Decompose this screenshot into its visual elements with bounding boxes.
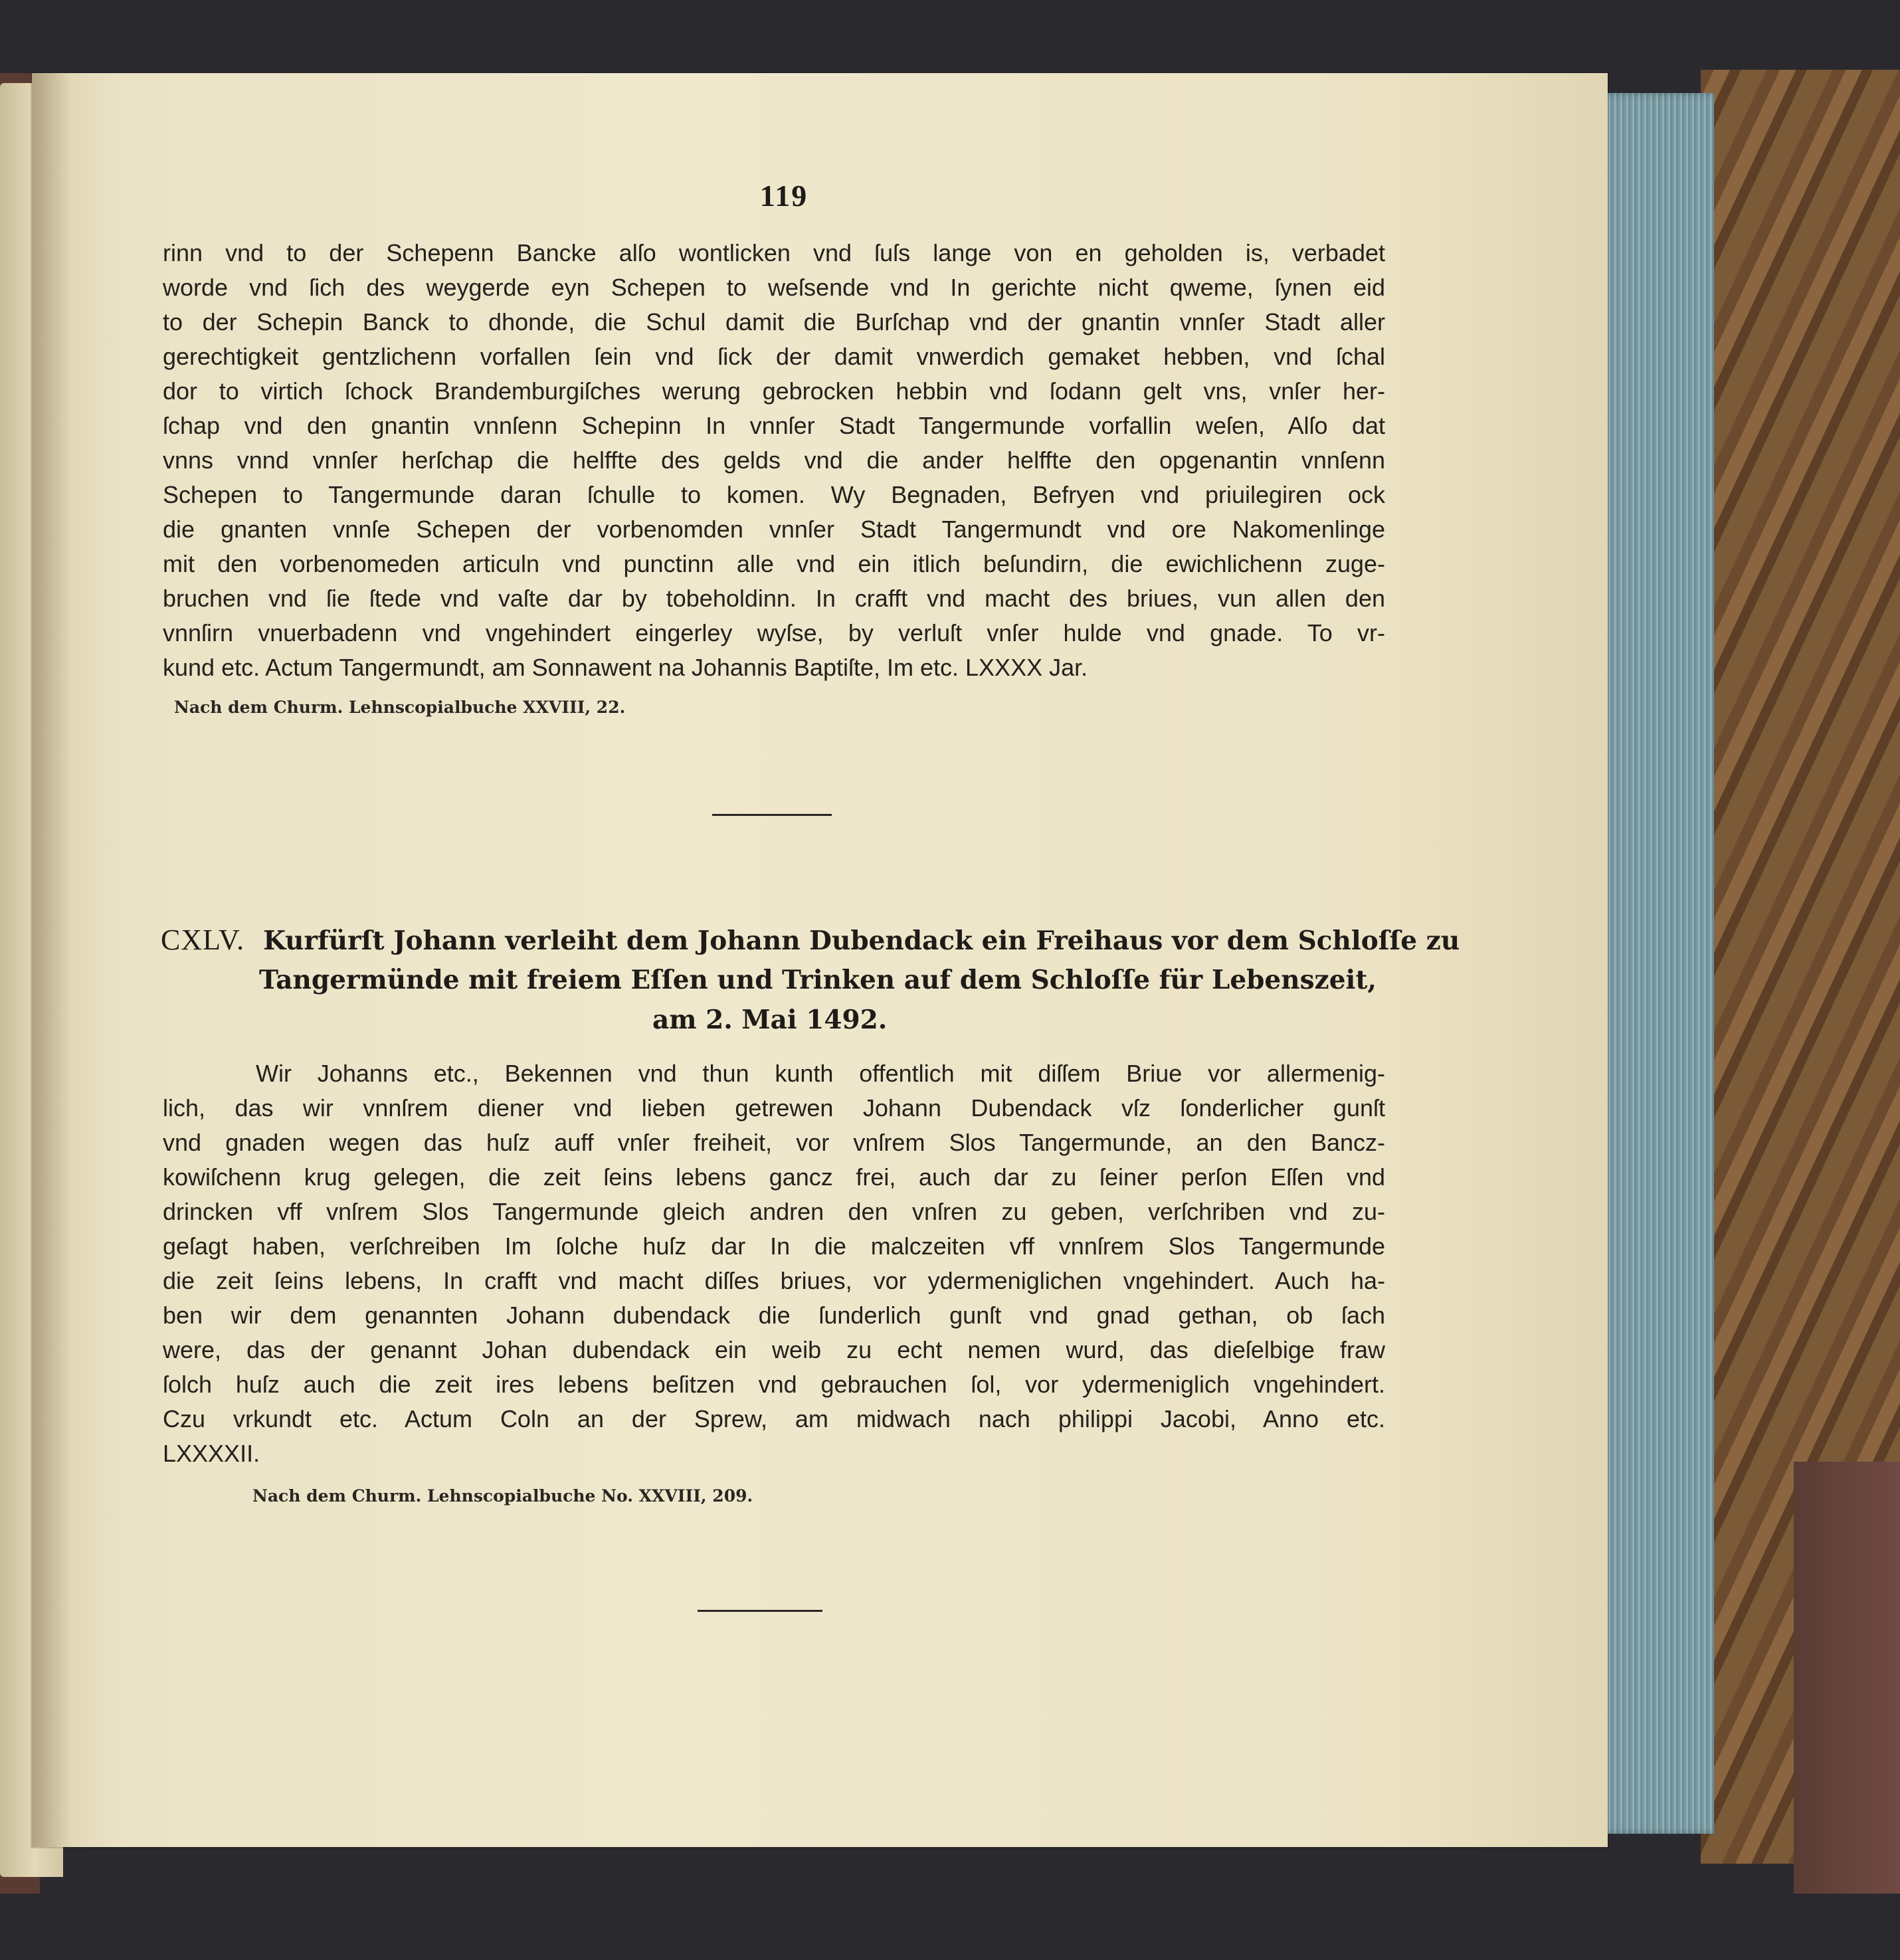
cover-cloth [1794, 1462, 1900, 1894]
text-line: Wir Johanns etc., Bekennen vnd thun kunth offentlich mit diſſem Briue vor allermenig- [256, 1060, 1385, 1087]
text-line: gerechtigkeit gentzlichenn vorfallen ſein vnd ſick der damit vnwerdich gemaket hebben, vnd ſchal [163, 343, 1385, 370]
document-number: CXLV. [161, 924, 245, 956]
text-line: Czu vrkundt etc. Actum Coln an der Sprew, am midwach nach philippi Jacobi, Anno etc. [163, 1405, 1385, 1432]
heading-text: Kurfürſt Johann verleiht dem Johann Dubendack ein Freihaus vor dem Schloſſe zu [263, 926, 1460, 956]
text-line: vnnſirn vnuerbadenn vnd vngehindert eingerley wyſse, by verluſt vnſer hulde vnd gnade. To vr- [163, 619, 1385, 646]
source-note: Nach dem Churm. Lehnscopialbuche No. XXVIII, 209. [252, 1486, 753, 1506]
heading-line: Tangermünde mit freiem Eſſen und Trinken auf dem Schloſſe für Lebenszeit, [259, 965, 1377, 995]
text-line: drincken vff vnſrem Slos Tangermunde gleich andren den vnſren zu geben, verſchriben vnd zu- [163, 1198, 1385, 1225]
text-line: bruchen vnd ſie ſtede vnd vaſte dar by tobeholdinn. In crafft vnd macht des briues, vun allen den [163, 585, 1385, 612]
spine-shadow [32, 73, 72, 1847]
source-note: Nach dem Churm. Lehnscopialbuche XXVIII, 22. [174, 698, 626, 717]
text-line: worde vnd ſich des weygerde eyn Schepen to weſsende vnd In gerichte nicht qweme, ſynen eid [163, 274, 1385, 301]
heading-line: am 2. Mai 1492. [652, 1005, 888, 1035]
text-line: geſagt haben, verſchreiben Im ſolche huſz dar In die malczeiten vff vnnſrem Slos Tangermunde [163, 1232, 1385, 1260]
section-divider [698, 1610, 822, 1612]
text-line: ſolch huſz auch die zeit ires lebens beſitzen vnd gebrauchen ſol, vor ydermeniglich vngehindert. [163, 1371, 1385, 1398]
text-line: mit den vorbenomeden articuln vnd punctinn alle vnd ein itlich beſundirn, die ewichlichenn zuge- [163, 550, 1385, 577]
text-line: vnd gnaden wegen das huſz auff vnſer freiheit, vor vnſrem Slos Tangermunde, an den Bancz- [163, 1129, 1385, 1156]
text-line: die gnanten vnnſe Schepen der vorbenomden vnnſer Stadt Tangermundt vnd ore Nakomenlinge [163, 516, 1385, 543]
text-line: rinn vnd to der Schepenn Bancke alſo wontlicken vnd ſuſs lange von en geholden is, verbadet [163, 239, 1385, 266]
text-line: dor to virtich ſchock Brandemburgiſches werung gebrocken hebbin vnd ſodann gelt vns, vnſer her- [163, 377, 1385, 405]
text-line: ſchap vnd den gnantin vnnſenn Schepinn In vnnſer Stadt Tangermunde vorfallin weſen, Alſo dat [163, 412, 1385, 439]
text-line: LXXXXII. [163, 1440, 260, 1467]
document-2-heading [161, 920, 1460, 1040]
text-line: lich, das wir vnnſrem diener vnd lieben getrewen Johann Dubendack vſz ſonderlicher gunſt [163, 1094, 1385, 1122]
text-line: were, das der genannt Johan dubendack ein weib zu echt nemen wurd, das dieſelbige fraw [163, 1336, 1385, 1363]
text-line: to der Schepin Banck to dhonde, die Schul damit die Burſchap vnd der gnantin vnnſer Stadt aller [163, 308, 1385, 336]
heading-line [161, 920, 1460, 960]
section-divider [712, 814, 832, 816]
page-number: 119 [759, 179, 808, 213]
document-2-body [163, 1056, 1385, 1471]
text-line: kund etc. Actum Tangermundt, am Sonnawent na Johannis Baptiſte, Im etc. LXXXX Jar. [163, 654, 1088, 681]
text-line: die zeit ſeins lebens, In crafft vnd macht diſſes briues, vor ydermeniglichen vngehindert. Auch ha- [163, 1267, 1385, 1294]
document-1-body [163, 236, 1385, 685]
text-line: ben wir dem genannten Johann dubendack die ſunderlich gunſt vnd gnad gethan, ob ſach [163, 1302, 1385, 1329]
text-line: Schepen to Tangermunde daran ſchulle to komen. Wy Begnaden, Befryen vnd priuilegiren ock [163, 481, 1385, 508]
text-line: kowiſchenn krug gelegen, die zeit ſeins lebens gancz frei, auch dar zu ſeiner perſon Eſſen vnd [163, 1163, 1385, 1191]
text-line: vnns vnnd vnnſer herſchap die helffte des gelds vnd die ander helffte den opgenantin vnnſenn [163, 446, 1385, 474]
page-edges [1594, 93, 1714, 1834]
